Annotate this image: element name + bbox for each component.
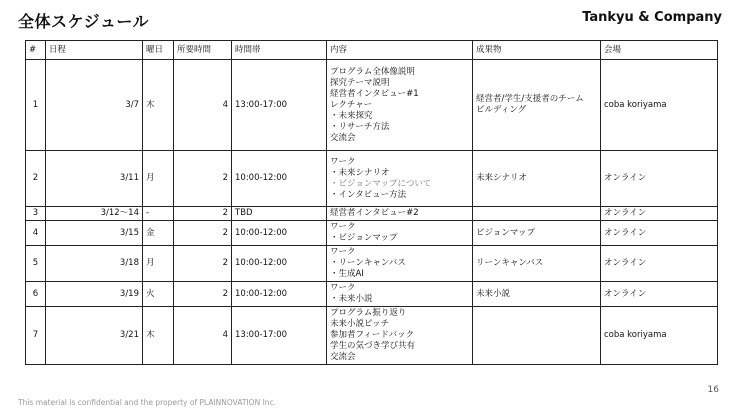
content-line: 経営者インタビュー#2 bbox=[330, 208, 419, 218]
cell-no: 5 bbox=[26, 246, 46, 282]
cell-deliverable bbox=[473, 207, 601, 221]
deliverable-line: ビジョンマップ bbox=[476, 227, 535, 238]
cell-hours: 2 bbox=[174, 151, 232, 207]
cell-date: 3/18 bbox=[46, 246, 143, 282]
content-line: ・リーンキャンバス bbox=[330, 258, 406, 268]
cell-deliverable bbox=[473, 221, 601, 246]
table-row bbox=[26, 60, 718, 151]
cell-content bbox=[327, 60, 473, 151]
content-line: 交流会 bbox=[330, 132, 356, 143]
cell-no: 7 bbox=[26, 307, 46, 365]
cell-hours: 2 bbox=[174, 246, 232, 282]
cell-time: 10:00-12:00 bbox=[232, 151, 327, 207]
cell-venue: coba koriyama bbox=[601, 307, 718, 365]
schedule-table-container bbox=[25, 40, 717, 396]
cell-day: - bbox=[143, 207, 174, 221]
table-header-row bbox=[26, 41, 718, 60]
schedule-table bbox=[25, 40, 718, 365]
content-line: ワーク bbox=[330, 283, 356, 293]
deliverable-line: ビルディング bbox=[476, 105, 527, 115]
cell-time: 13:00-17:00 bbox=[232, 307, 327, 365]
cell-time: 10:00-12:00 bbox=[232, 221, 327, 246]
cell-no: 2 bbox=[26, 151, 46, 207]
content-line: レクチャー bbox=[330, 99, 373, 110]
cell-day: 火 bbox=[143, 282, 174, 307]
table-body bbox=[26, 60, 718, 365]
content-line: 未来小説ピッチ bbox=[330, 319, 390, 329]
content-line: ・生成AI bbox=[330, 269, 364, 279]
header-venue: 会場 bbox=[601, 41, 718, 60]
content-line: ・ビジョンマップについて bbox=[330, 178, 432, 189]
header-deliverable: 成果物 bbox=[473, 41, 601, 60]
content-line: 交流会 bbox=[330, 352, 356, 362]
cell-time: 13:00-17:00 bbox=[232, 60, 327, 151]
cell-content bbox=[327, 221, 473, 246]
table-row bbox=[26, 282, 718, 307]
cell-day: 木 bbox=[143, 60, 174, 151]
content-line: ・インタビュー方法 bbox=[330, 189, 407, 200]
cell-time: 10:00-12:00 bbox=[232, 246, 327, 282]
cell-date: 3/15 bbox=[46, 221, 143, 246]
cell-hours: 2 bbox=[174, 221, 232, 246]
cell-venue: オンライン bbox=[601, 246, 718, 282]
cell-deliverable bbox=[473, 307, 601, 365]
cell-no: 4 bbox=[26, 221, 46, 246]
content-line: ワーク bbox=[330, 156, 356, 167]
cell-content bbox=[327, 207, 473, 221]
cell-venue: オンライン bbox=[601, 221, 718, 246]
cell-day: 金 bbox=[143, 221, 174, 246]
header-time: 時間帯 bbox=[232, 41, 327, 60]
cell-time: 10:00-12:00 bbox=[232, 282, 327, 307]
cell-deliverable bbox=[473, 151, 601, 207]
content-line: 探究テーマ説明 bbox=[330, 77, 390, 88]
cell-venue: オンライン bbox=[601, 282, 718, 307]
cell-content bbox=[327, 151, 473, 207]
cell-no: 6 bbox=[26, 282, 46, 307]
content-line: プログラム振り返り bbox=[330, 308, 407, 318]
cell-hours: 2 bbox=[174, 207, 232, 221]
cell-hours: 4 bbox=[174, 307, 232, 365]
deliverable-line: 未来小説 bbox=[476, 288, 511, 299]
deliverable-line: リーンキャンバス bbox=[476, 258, 544, 268]
content-line: ワーク bbox=[330, 222, 356, 232]
cell-date: 3/7 bbox=[46, 60, 143, 151]
content-line: ワーク bbox=[330, 247, 356, 257]
content-line: ・未来小説 bbox=[330, 294, 373, 304]
content-line: プログラム全体像説明 bbox=[330, 66, 415, 77]
confidential-footer: This material is confidential and the property of PLAINNOVATION Inc. bbox=[18, 398, 277, 407]
cell-venue: オンライン bbox=[601, 207, 718, 221]
table-row bbox=[26, 221, 718, 246]
cell-deliverable bbox=[473, 60, 601, 151]
cell-content bbox=[327, 246, 473, 282]
content-line: 参加者フィードバック bbox=[330, 330, 415, 340]
cell-time: TBD bbox=[232, 207, 327, 221]
header-date: 日程 bbox=[46, 41, 143, 60]
cell-deliverable bbox=[473, 282, 601, 307]
cell-date: 3/12〜14 bbox=[46, 207, 143, 221]
content-line: ・リサーチ方法 bbox=[330, 121, 390, 132]
cell-content bbox=[327, 307, 473, 365]
cell-no: 3 bbox=[26, 207, 46, 221]
deliverable-line: 未来シナリオ bbox=[476, 173, 527, 183]
cell-no: 1 bbox=[26, 60, 46, 151]
page-title: 全体スケジュール bbox=[18, 12, 150, 31]
content-line: ・未来探究 bbox=[330, 110, 373, 121]
cell-date: 3/21 bbox=[46, 307, 143, 365]
deliverable-line: 経営者/学生/支援者のチーム bbox=[476, 94, 584, 104]
header-hours: 所要時間 bbox=[174, 41, 232, 60]
cell-venue: オンライン bbox=[601, 151, 718, 207]
header-no: # bbox=[26, 41, 46, 60]
table-row bbox=[26, 207, 718, 221]
header-day: 曜日 bbox=[143, 41, 174, 60]
cell-venue: coba koriyama bbox=[601, 60, 718, 151]
content-line: ・ビジョンマップ bbox=[330, 233, 398, 243]
cell-day: 木 bbox=[143, 307, 174, 365]
header-content: 内容 bbox=[327, 41, 473, 60]
content-line: ・未来シナリオ bbox=[330, 167, 390, 178]
cell-content bbox=[327, 282, 473, 307]
cell-hours: 4 bbox=[174, 60, 232, 151]
table-row bbox=[26, 307, 718, 365]
cell-day: 月 bbox=[143, 246, 174, 282]
cell-day: 月 bbox=[143, 151, 174, 207]
cell-deliverable bbox=[473, 246, 601, 282]
table-row bbox=[26, 246, 718, 282]
page-number: 16 bbox=[707, 385, 719, 395]
cell-hours: 2 bbox=[174, 282, 232, 307]
brand-logo-text: Tankyu & Company bbox=[582, 10, 722, 25]
cell-date: 3/19 bbox=[46, 282, 143, 307]
content-line: 経営者インタビュー#1 bbox=[330, 88, 419, 99]
content-line: 学生の気づき学び共有 bbox=[330, 341, 416, 351]
cell-date: 3/11 bbox=[46, 151, 143, 207]
table-row bbox=[26, 151, 718, 207]
